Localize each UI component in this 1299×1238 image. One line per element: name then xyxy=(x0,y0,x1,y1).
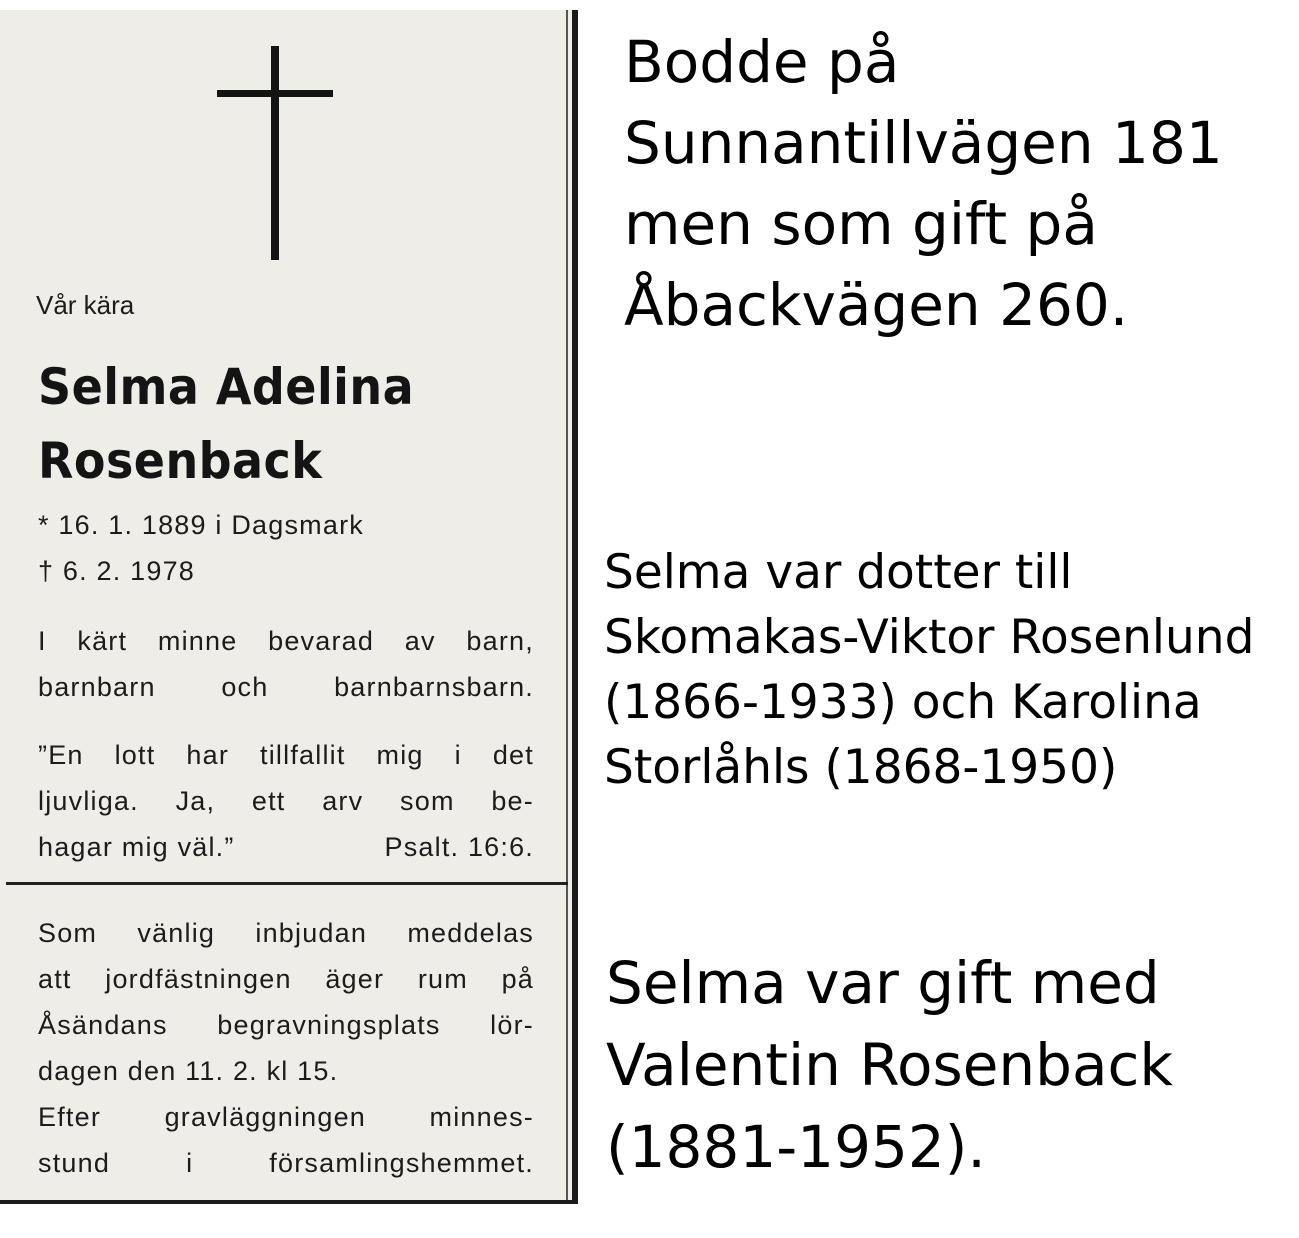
word: kärt xyxy=(77,626,128,656)
word: av xyxy=(404,626,436,656)
word: har xyxy=(186,740,230,770)
note-line: (1866-1933) och Karolina xyxy=(604,675,1202,730)
word: lott xyxy=(114,740,156,770)
word: och xyxy=(221,672,269,702)
quote-line-1 xyxy=(38,732,534,778)
memory-line-2 xyxy=(38,664,534,710)
word: arv xyxy=(322,786,364,816)
word: be- xyxy=(491,786,534,816)
residence-note xyxy=(624,22,1223,346)
note-line: men som gift på xyxy=(624,190,1098,258)
parents-note xyxy=(604,540,1254,800)
section-divider xyxy=(6,882,568,885)
word: tillfallit xyxy=(260,740,346,770)
note-line: Åbackvägen 260. xyxy=(624,271,1129,339)
obituary-announcement xyxy=(0,10,572,882)
word: minnes- xyxy=(429,1102,534,1132)
word: meddelas xyxy=(407,918,534,948)
word: vänlig xyxy=(137,918,216,948)
funeral-line-2 xyxy=(38,956,534,1002)
word: Efter xyxy=(38,1102,102,1132)
word: gravläggningen xyxy=(164,1102,367,1132)
quote-line-2 xyxy=(38,778,534,824)
note-line: Valentin Rosenback xyxy=(606,1031,1174,1099)
word: ”En xyxy=(38,740,84,770)
birth-date: * 16. 1. 1889 i Dagsmark xyxy=(38,510,364,540)
word: i xyxy=(186,1148,194,1178)
word: som xyxy=(400,786,455,816)
word: begravningsplats xyxy=(217,1010,441,1040)
spouse-note xyxy=(606,942,1173,1188)
word: rum xyxy=(417,964,468,994)
note-line: Bodde på xyxy=(624,28,900,96)
word: lör- xyxy=(490,1010,534,1040)
note-line: Skomakas-Viktor Rosenlund xyxy=(604,610,1255,665)
word: inbjudan xyxy=(255,918,368,948)
memory-line-1 xyxy=(38,618,534,664)
word: I xyxy=(38,626,47,656)
funeral-line-5 xyxy=(38,1094,534,1140)
word: församlingshemmet. xyxy=(269,1148,534,1178)
cross-icon-bar xyxy=(217,90,333,97)
word: det xyxy=(492,740,534,770)
note-line: Selma var dotter till xyxy=(604,545,1073,600)
note-line: Storlåhls (1868-1950) xyxy=(604,740,1118,795)
funeral-line-3 xyxy=(38,1002,534,1048)
word: i xyxy=(454,740,462,770)
word: stund xyxy=(38,1148,111,1178)
obituary-clipping xyxy=(0,10,578,1204)
psalm-reference: Psalt. 16:6. xyxy=(384,832,534,862)
note-line: (1881-1952). xyxy=(606,1113,986,1181)
word: barnbarnsbarn. xyxy=(334,672,534,702)
word: mig xyxy=(376,740,424,770)
deceased-name-last: Rosenback xyxy=(38,432,323,490)
word: barnbarn xyxy=(38,672,156,702)
note-line: Selma var gift med xyxy=(606,949,1160,1017)
cross-icon xyxy=(271,46,279,260)
death-date: † 6. 2. 1978 xyxy=(38,556,196,586)
funeral-line-1 xyxy=(38,910,534,956)
word: på xyxy=(501,964,534,994)
deceased-name-first: Selma Adelina xyxy=(38,358,415,416)
word: ett xyxy=(251,786,286,816)
word: äger xyxy=(325,964,385,994)
funeral-line-4: dagen den 11. 2. kl 15. xyxy=(38,1056,339,1086)
word: ljuvliga. xyxy=(38,786,139,816)
quote-text: hagar mig väl.” xyxy=(38,832,235,862)
word: barn, xyxy=(466,626,534,656)
word: jordfästningen xyxy=(105,964,292,994)
funeral-line-6 xyxy=(38,1140,534,1186)
word: Som xyxy=(38,918,98,948)
obituary-intro: Vår kära xyxy=(36,290,135,320)
word: Ja, xyxy=(175,786,216,816)
note-line: Sunnantillvägen 181 xyxy=(624,109,1223,177)
word: att xyxy=(38,964,72,994)
word: bevarad xyxy=(268,626,375,656)
quote-line-3 xyxy=(38,824,534,870)
word: minne xyxy=(157,626,238,656)
word: Åsändans xyxy=(38,1010,168,1040)
